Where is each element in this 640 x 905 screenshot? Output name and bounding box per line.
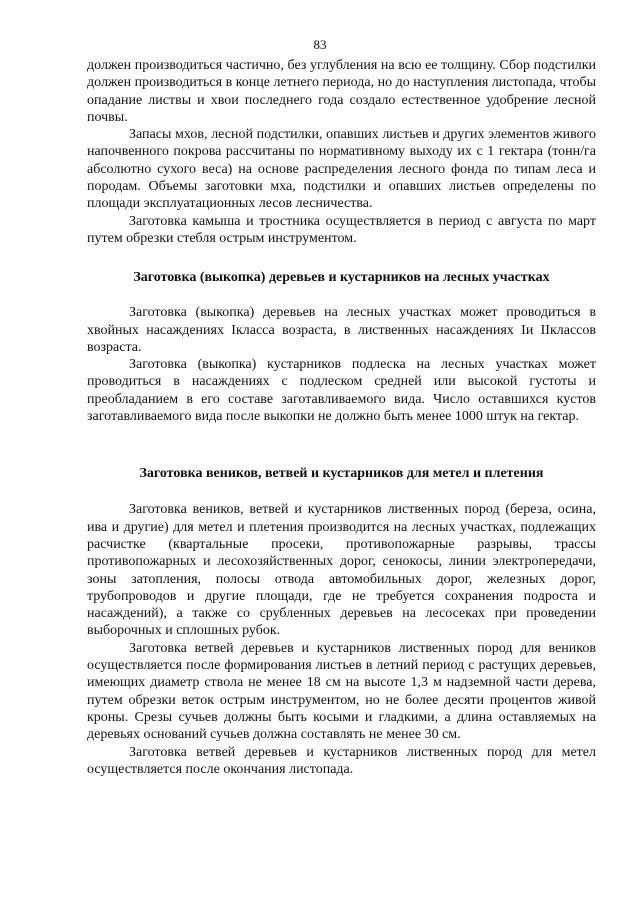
- page-number: 83: [313, 37, 327, 52]
- trees-paragraph-1: Заготовка (выкопка) деревьев на лесных участках может проводиться в хвойных насаждениях Iкласса возраста, в лиственных насаждениях Iи IIклассов возраста.: [87, 305, 596, 355]
- spacer: [87, 247, 596, 269]
- intro-paragraph-2: Запасы мхов, лесной подстилки, опавших листьев и других элементов живого напочвенного покрова рассчитаны по нормативному выходу их с 1 гектара (тонн/га абсолютно сухого веса) на основе распределения лесного фонда по типам леса и породам. Объемы заготовки мха, подстилки и опавших листьев определены по площади эксплуатационных лесов лесничества.: [87, 127, 596, 212]
- brooms-paragraph-1: Заготовка веников, ветвей и кустарников лиственных пород (береза, осина, ива и другие) для метел и плетения производится на лесных участках, подлежащих расчистке (квартальные просеки, противопожарные разрывы, трассы противопожарных и лесохозяйственных дорог, сенокосы, линии электропередачи, зоны затопления, полосы отвода автомобильных дорог, железных дорог, трубопроводов и другие площади, где не требуется сохранения подроста и насаждений), а также со срубленных деревьев на лесосеках при проведении выборочных и сплошных рубок.: [87, 502, 596, 639]
- section-heading-brooms: Заготовка веников, ветвей и кустарников для метел и плетения: [139, 466, 544, 482]
- brooms-paragraph-2: Заготовка ветвей деревьев и кустарников лиственных пород для веников осуществляется после формирования листьев в летний период с растущих деревьев, имеющих диаметр ствола не менее 18 см на высоте 1,3 м надземной части дерева, путем обрезки веток острым инструментом, но не более десяти процентов живой кроны. Срезы сучьев должны быть косыми и гладкими, а длина оставляемых на деревьях оснований сучьев должна составлять не менее 30 см.: [87, 640, 596, 743]
- spacer: [87, 286, 596, 304]
- spacer: [87, 425, 596, 465]
- section-heading-trees: Заготовка (выкопка) деревьев и кустарников на лесных участках: [133, 270, 550, 286]
- intro-paragraph-3: Заготовка камыша и тростника осуществляется в период с августа по март путем обрезки стебля острым инструментом.: [87, 213, 596, 246]
- brooms-paragraph-3: Заготовка ветвей деревьев и кустарников лиственных пород для метел осуществляется после окончания листопада.: [87, 744, 596, 777]
- trees-paragraph-2: Заготовка (выкопка) кустарников подлеска на лесных участках может проводиться в насаждениях с подлеском средней или высокой густоты и преобладанием в его составе заготавливаемого вида. Число оставшихся кустов заготавливаемого вида после выкопки не должно быть менее 1000 штук на гектар.: [87, 357, 596, 425]
- intro-paragraph-1: должен производиться частично, без углубления на всю ее толщину. Сбор подстилки должен производиться в конце летнего периода, но до наступления листопада, чтобы опадание листвы и хвои последнего года создало естественное удобрение лесной почвы.: [87, 58, 596, 125]
- page-content: [87, 57, 596, 778]
- spacer: [87, 482, 596, 501]
